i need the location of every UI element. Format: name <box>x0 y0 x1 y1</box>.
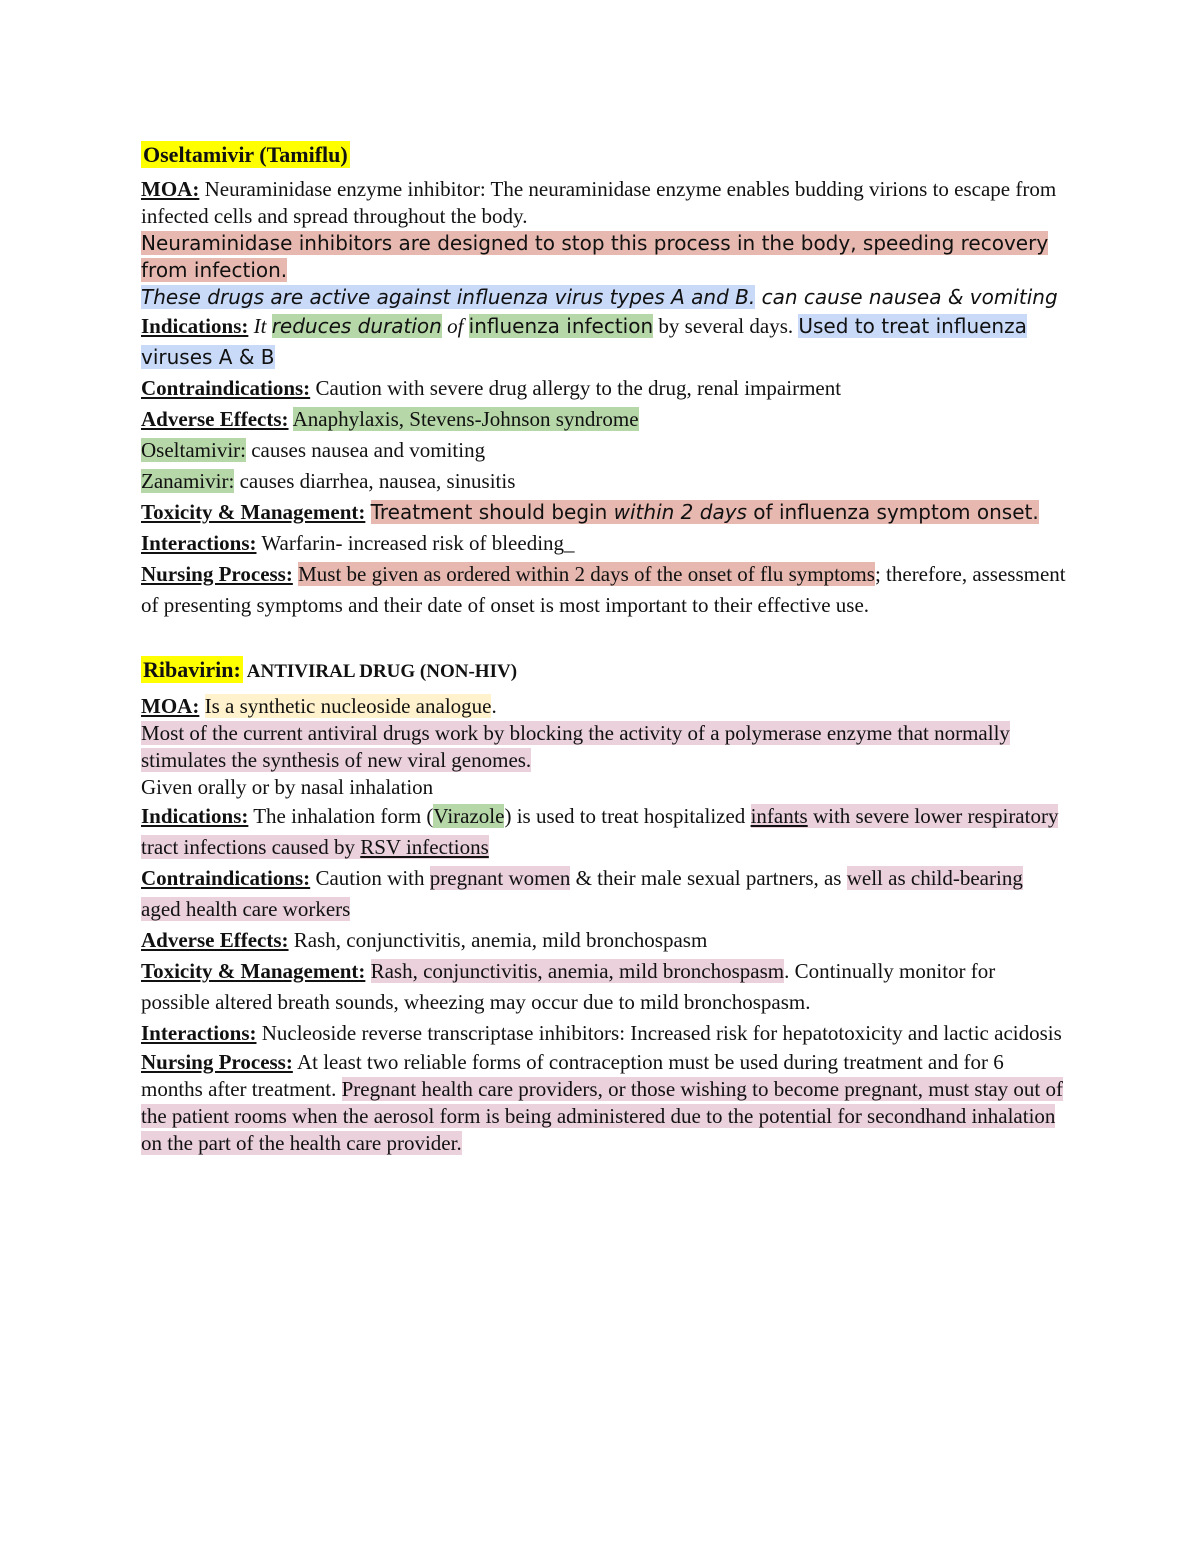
moa-note-italic: These drugs are active against influenza virus types A and B. <box>141 285 756 309</box>
moa-label: MOA: <box>141 177 200 201</box>
adverse-effects-paragraph <box>141 925 1066 956</box>
indications-paragraph <box>141 801 1066 863</box>
nursing-process-label: Nursing Process: <box>141 1050 293 1074</box>
moa-given-paragraph <box>141 774 1066 801</box>
adverse-effects-green: Anaphylaxis, Stevens-Johnson syndrome <box>292 407 639 431</box>
moa-pink-paragraph <box>141 720 1066 774</box>
indications-it: It <box>248 314 267 338</box>
drug-title-oseltamivir <box>141 140 1066 170</box>
indications-b: ) is used to treat hospitalized <box>504 804 751 828</box>
interactions-label: Interactions: <box>141 1021 257 1045</box>
toxicity-a: Treatment should begin <box>370 500 614 524</box>
indications-label: Indications: <box>141 314 249 338</box>
moa-pink-text: Most of the current antiviral drugs work by blocking the activity of a polymerase enzyme that normally stimulates the synthesis of new viral genomes. <box>141 721 1010 772</box>
drug-title-text: Oseltamivir (Tamiflu) <box>143 142 348 167</box>
interactions-text: Warfarin- increased risk of bleeding_ <box>256 531 575 555</box>
toxicity-label: Toxicity & Management: <box>141 959 366 983</box>
drug-title-ribavirin <box>141 655 1066 687</box>
nursing-process-text: At least two reliable forms of contraception must be used during treatment and for 6 months after treatment. <box>141 1050 1004 1101</box>
interactions-paragraph <box>141 528 1066 559</box>
moa-paragraph <box>141 176 1066 230</box>
adverse-oseltamivir-line <box>141 435 1066 466</box>
nursing-process-red: Must be given as ordered within 2 days of the onset of flu symptoms <box>298 562 875 586</box>
contraindications-a: Caution with <box>310 866 430 890</box>
moa-label: MOA: <box>141 694 200 718</box>
adverse-effects-label: Adverse Effects: <box>141 407 289 431</box>
indications-c: with severe lower respiratory tract infections caused by <box>141 804 1059 859</box>
drug-title-text: Ribavirin: <box>143 657 241 682</box>
indications-a: The inhalation form ( <box>248 804 434 828</box>
oseltamivir-effect: causes nausea and vomiting <box>245 438 486 462</box>
moa-highlight-paragraph <box>141 230 1066 284</box>
nursing-process-pink: Pregnant health care providers, or those wishing to become pregnant, must stay out of the patient rooms when the aerosol form is being administered due to the potential for secondhand inhalation on the part of the health care provider. <box>141 1077 1064 1155</box>
toxicity-pink: Rash, conjunctivitis, anemia, mild bronchospasm <box>370 959 785 983</box>
toxicity-paragraph <box>141 956 1066 1018</box>
contraindications-paragraph <box>141 373 1066 404</box>
moa-yellow: Is a synthetic nucleoside analogue <box>204 694 492 718</box>
indications-reduces: reduces duration <box>271 314 442 338</box>
indications-influenza: influenza infection <box>468 314 654 338</box>
indications-text: by several days. <box>653 314 799 338</box>
moa-paragraph <box>141 693 1066 720</box>
indications-blue: Used to treat influenza viruses A & B <box>141 314 1027 369</box>
toxicity-text: . Continually monitor for possible altered breath sounds, wheezing may occur due to mild bronchospasm. <box>141 959 996 1014</box>
interactions-paragraph <box>141 1018 1066 1049</box>
indications-infants: infants <box>750 804 808 828</box>
nursing-process-label: Nursing Process: <box>141 562 293 586</box>
toxicity-b: within 2 days <box>613 500 747 524</box>
zanamivir-name: Zanamivir: <box>141 469 235 493</box>
adverse-effects-label: Adverse Effects: <box>141 928 289 952</box>
toxicity-c: of influenza symptom onset. <box>746 500 1039 524</box>
indications-of: of <box>441 314 464 338</box>
contraindications-label: Contraindications: <box>141 866 311 890</box>
moa-dot: . <box>491 694 497 718</box>
adverse-effects-paragraph <box>141 404 1066 435</box>
interactions-text: Nucleoside reverse transcriptase inhibitors: Increased risk for hepatotoxicity and lactic acidosis <box>256 1021 1062 1045</box>
adverse-zanamivir-line <box>141 466 1066 497</box>
zanamivir-effect: causes diarrhea, nausea, sinusitis <box>234 469 516 493</box>
document-page <box>141 140 1066 1157</box>
indications-label: Indications: <box>141 804 249 828</box>
indications-rsv: RSV infections <box>360 835 489 859</box>
contraindications-paragraph <box>141 863 1066 925</box>
drug-subtitle: ANTIVIRAL DRUG (NON-HIV) <box>246 661 518 682</box>
toxicity-paragraph <box>141 497 1066 528</box>
contraindications-label: Contraindications: <box>141 376 311 400</box>
nursing-process-paragraph <box>141 1049 1066 1157</box>
moa-text: Neuraminidase enzyme inhibitor: The neuraminidase enzyme enables budding virions to escape from infected cells and spread throughout the body. <box>141 177 1057 228</box>
contraindications-c: well as child-bearing aged health care workers <box>141 866 1023 921</box>
indications-virazole: Virazole <box>433 804 505 828</box>
moa-note-paragraph <box>141 284 1066 311</box>
contraindications-pregnant: pregnant women <box>429 866 571 890</box>
nursing-process-paragraph <box>141 559 1066 621</box>
toxicity-label: Toxicity & Management: <box>141 500 366 524</box>
section-gap <box>141 621 1066 655</box>
moa-given-text: Given orally or by nasal inhalation <box>141 775 434 799</box>
contraindications-b: & their male sexual partners, as <box>570 866 847 890</box>
indications-paragraph <box>141 311 1066 373</box>
nursing-process-text: ; therefore, assessment of presenting symptoms and their date of onset is most important to their effective use. <box>141 562 1066 617</box>
oseltamivir-name: Oseltamivir: <box>141 438 246 462</box>
moa-red-text: Neuraminidase inhibitors are designed to stop this process in the body, speeding recovery from infection. <box>141 231 1049 282</box>
adverse-effects-text: Rash, conjunctivitis, anemia, mild bronchospasm <box>288 928 708 952</box>
moa-note-tail: can cause nausea & vomiting <box>755 285 1058 309</box>
contraindications-text: Caution with severe drug allergy to the drug, renal impairment <box>310 376 842 400</box>
interactions-label: Interactions: <box>141 531 257 555</box>
